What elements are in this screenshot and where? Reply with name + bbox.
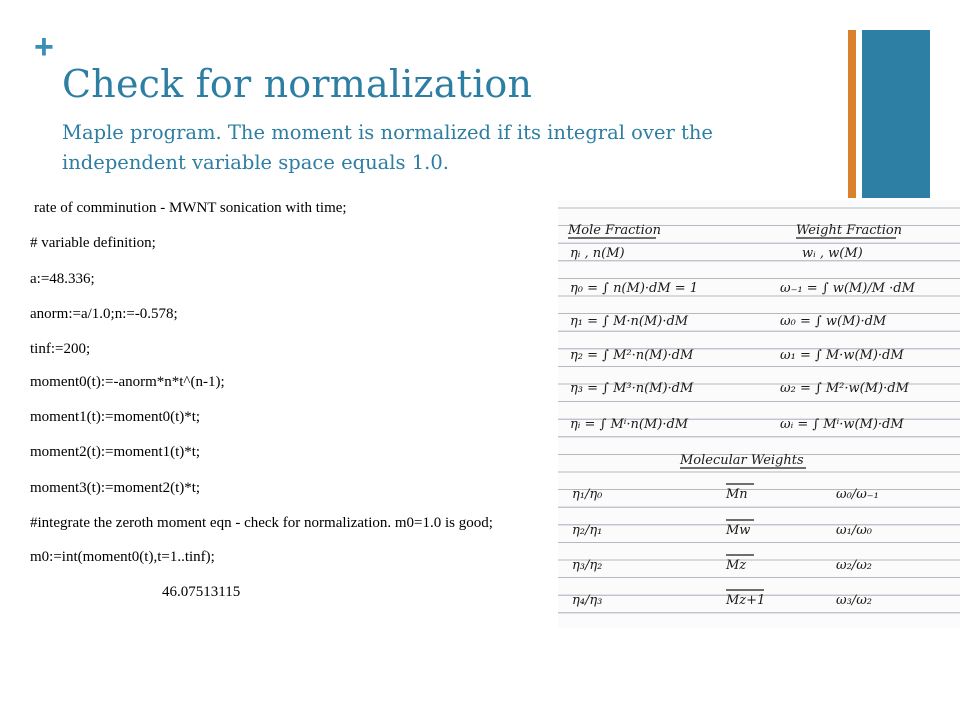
note-right-row: wᵢ , w(M) <box>802 246 863 261</box>
code-line: anorm:=a/1.0;n:=-0.578; <box>30 306 178 322</box>
note-right-row: ω₋₁ = ∫ w(M)/M ·dM <box>780 281 915 296</box>
mw-symbol: Mz <box>726 558 747 573</box>
accent-bar-blue <box>862 30 930 198</box>
page-subtitle: Maple program. The moment is normalized if its integral over the independent variable space equals 1.0. <box>62 121 713 174</box>
code-line: # variable definition; <box>30 235 156 251</box>
note-left-row: ηᵢ = ∫ Mⁱ·n(M)·dM <box>570 417 689 432</box>
code-line: m0:=int(moment0(t),t=1..tinf); <box>30 549 215 565</box>
code-output: 46.07513115 <box>162 584 241 600</box>
mw-ratio: η₃/η₂ <box>572 558 603 573</box>
accent-bar-orange <box>848 30 856 198</box>
note-right-row: ω₁ = ∫ M·w(M)·dM <box>780 348 904 363</box>
notes-heading-left: Mole Fraction <box>568 223 661 238</box>
mw-ratio: η₄/η₃ <box>572 593 603 608</box>
mw-symbol: Mw <box>726 523 751 538</box>
mw-symbol: Mn <box>726 487 748 502</box>
notes-paper <box>558 200 960 628</box>
note-right-row: ω₀ = ∫ w(M)·dM <box>780 314 887 329</box>
note-left-row: η₁ = ∫ M·n(M)·dM <box>570 314 689 329</box>
code-line: a:=48.336; <box>30 271 95 287</box>
mw-weight-ratio: ω₃/ω₂ <box>836 593 873 608</box>
note-left-row: η₃ = ∫ M³·n(M)·dM <box>570 381 694 396</box>
note-left-row: η₀ = ∫ n(M)·dM = 1 <box>570 281 699 296</box>
mw-symbol: Mz+1 <box>726 593 766 608</box>
plus-mark: + <box>34 28 54 66</box>
note-right-row: ω₂ = ∫ M²·w(M)·dM <box>780 381 909 396</box>
notes-heading-right: Weight Fraction <box>796 223 903 238</box>
mw-weight-ratio: ω₂/ω₂ <box>836 558 873 573</box>
code-line: #integrate the zeroth moment eqn - check for normalization. m0=1.0 is good; <box>30 515 493 531</box>
handwritten-notes <box>558 200 960 628</box>
page-title: Check for normalization <box>62 62 533 106</box>
mw-ratio: η₂/η₁ <box>572 523 603 538</box>
code-line: moment2(t):=moment1(t)*t; <box>30 444 201 460</box>
mw-ratio: η₁/η₀ <box>572 487 603 502</box>
note-right-row: ωᵢ = ∫ Mⁱ·w(M)·dM <box>780 417 904 432</box>
code-line: moment3(t):=moment2(t)*t; <box>30 480 201 496</box>
note-left-row: η₂ = ∫ M²·n(M)·dM <box>570 348 694 363</box>
mw-weight-ratio: ω₀/ω₋₁ <box>836 487 879 502</box>
notes-mw-heading: Molecular Weights <box>680 453 804 468</box>
code-line: tinf:=200; <box>30 341 91 357</box>
code-line: moment1(t):=moment0(t)*t; <box>30 409 201 425</box>
code-line: rate of comminution - MWNT sonication with time; <box>34 200 347 216</box>
note-left-row: ηᵢ , n(M) <box>570 246 625 261</box>
mw-weight-ratio: ω₁/ω₀ <box>836 523 873 538</box>
code-line: moment0(t):=-anorm*n*t^(n-1); <box>30 374 225 390</box>
notes-svg <box>558 200 960 628</box>
